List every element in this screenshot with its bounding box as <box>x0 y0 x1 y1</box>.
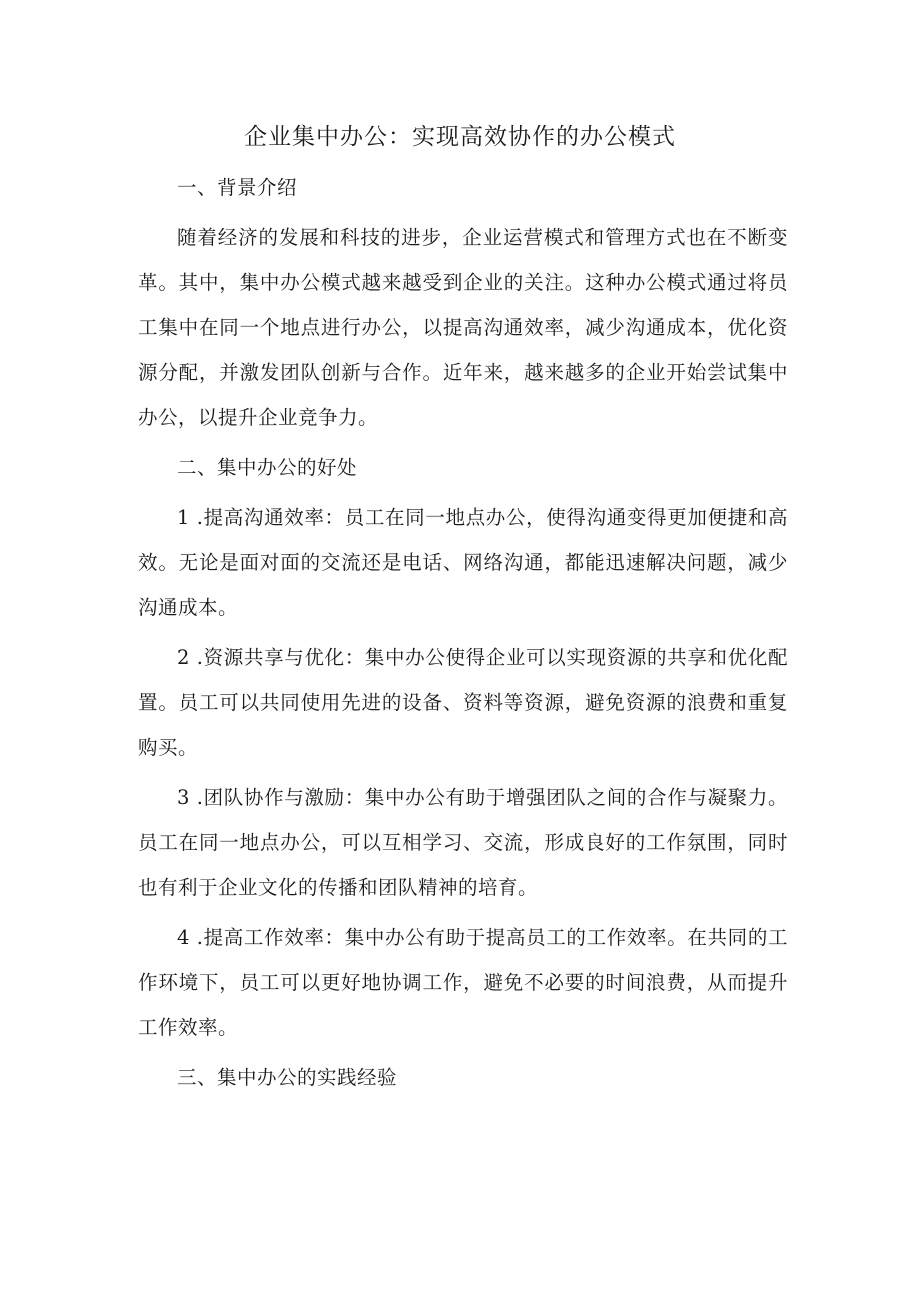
paragraph-benefit-1: 1 .提高沟通效率：员工在同一地点办公，使得沟通变得更加便捷和高效。无论是面对面的交流还是电话、网络沟通，都能迅速解决问题，减少沟通成本。 <box>138 506 788 619</box>
document-body <box>138 160 788 1105</box>
section-heading-background: 一、背景介绍 <box>177 176 298 199</box>
document-title: 企业集中办公：实现高效协作的办公模式 <box>244 124 676 150</box>
section-heading-practice: 三、集中办公的实践经验 <box>177 1066 398 1089</box>
paragraph-benefit-3: 3 .团队协作与激励：集中办公有助于增强团队之间的合作与凝聚力。员工在同一地点办公，可以互相学习、交流，形成良好的工作氛围，同时也有利于企业文化的传播和团队精神的培育。 <box>138 786 788 899</box>
section-heading-benefits: 二、集中办公的好处 <box>177 456 358 479</box>
paragraph-benefit-2: 2 .资源共享与优化：集中办公使得企业可以实现资源的共享和优化配置。员工可以共同使用先进的设备、资料等资源，避免资源的浪费和重复购买。 <box>138 646 788 759</box>
paragraph-background: 随着经济的发展和科技的进步，企业运营模式和管理方式也在不断变革。其中，集中办公模式越来越受到企业的关注。这种办公模式通过将员工集中在同一个地点进行办公，以提高沟通效率，减少沟通成本，优化资源分配，并激发团队创新与合作。近年来，越来越多的企业开始尝试集中办公，以提升企业竞争力。 <box>138 226 788 429</box>
paragraph-benefit-4: 4 .提高工作效率：集中办公有助于提高员工的工作效率。在共同的工作环境下，员工可以更好地协调工作，避免不必要的时间浪费，从而提升工作效率。 <box>138 926 788 1039</box>
